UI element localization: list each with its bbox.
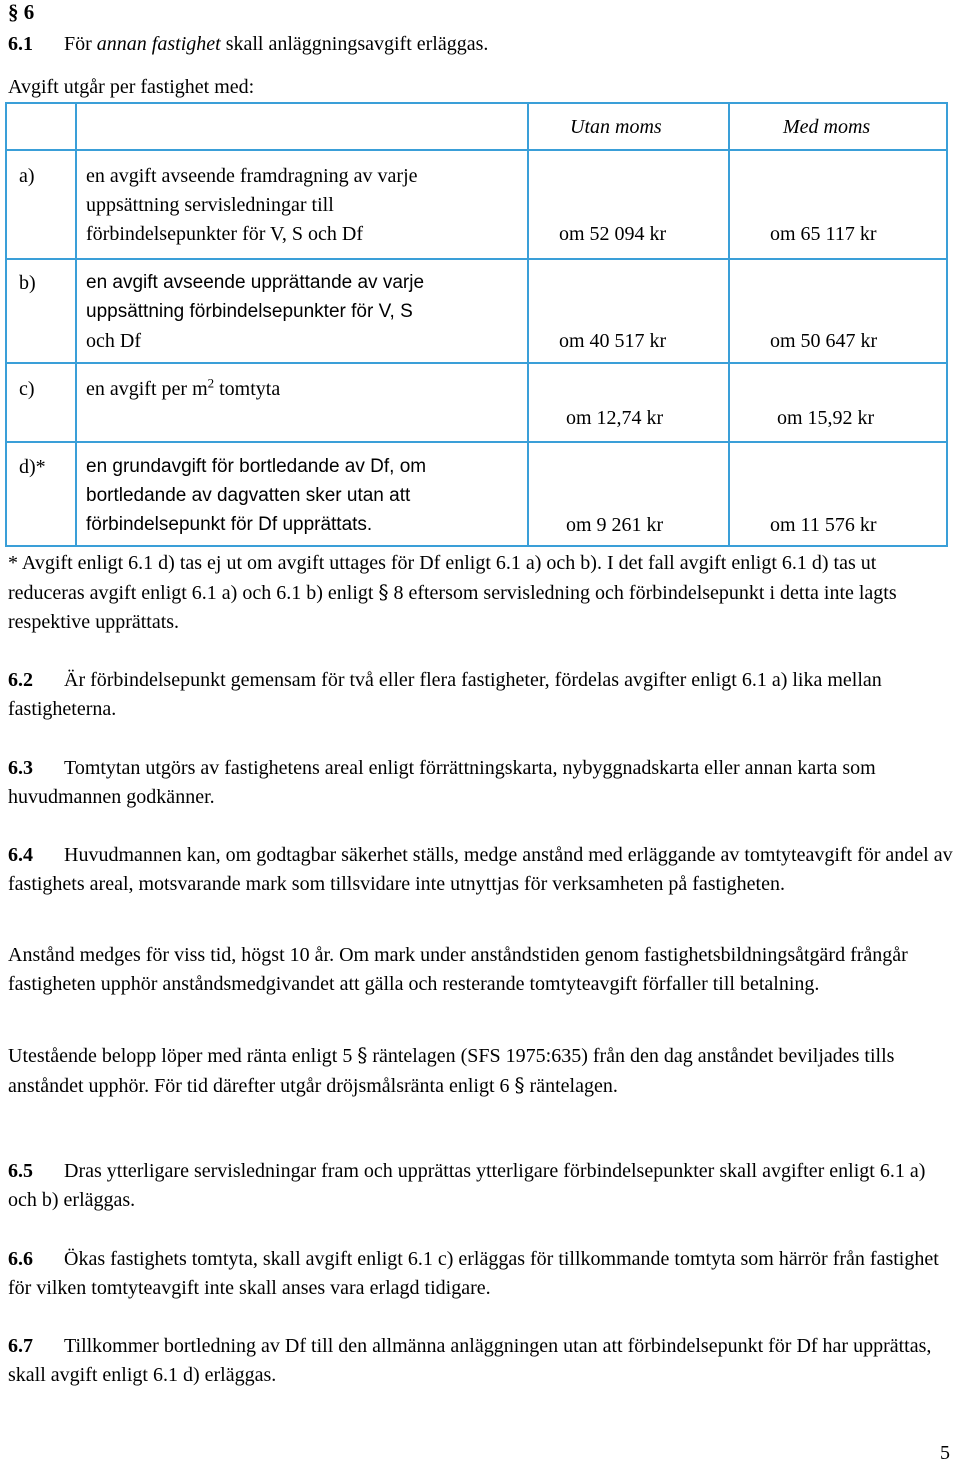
table-rule [5,149,948,151]
row-description-line: en grundavgift för bortledande av Df, om [86,456,427,477]
section-heading: § 6 [8,0,35,24]
row-description [86,375,281,400]
table-rule [946,102,948,547]
row-description-line: förbindelsepunkt för Df upprättats. [86,514,373,535]
paragraph-text: Är förbindelsepunkt gemensam för två eller flera fastigheter, fördelas avgifter enligt 6.1 a) lika mellan fastigheterna. [8,669,882,720]
section-symbol: § [514,1073,525,1097]
footnote-text: * Avgift enligt 6.1 d) tas ej ut om avgift uttages för Df enligt 6.1 a) och b). I det fall avgift enligt 6.1 d) tas ut reduceras avgift enligt 6.1 a) och 6.1 b) enligt [8,552,877,604]
row-label: b) [19,272,36,294]
paragraph-6-3 [8,754,953,812]
row-description-text: tomtyta [214,378,281,400]
paragraph-6-4-interest [8,1041,953,1101]
table-rule [5,258,948,260]
fee-inc-vat: om 15,92 kr [777,407,875,429]
paragraph-number: 6.1 [8,33,33,55]
footnote-text-end: 8 eftersom servisledning och förbindelsepunkt i detta inte lagts respektive upprättats. [8,582,897,633]
fee-inc-vat: om 50 647 kr [770,330,878,352]
paragraph-6-4 [8,841,953,899]
paragraph-number: 6.6 [8,1248,33,1270]
fee-ex-vat: om 52 094 kr [559,223,667,245]
superscript: 2 [207,375,215,391]
row-description-line: uppsättning servisledningar till [86,194,334,216]
fee-ex-vat: om 12,74 kr [566,407,664,429]
row-description-line: en avgift avseende upprättande av varje [86,272,425,293]
row-description-line: en avgift avseende framdragning av varje [86,165,418,187]
row-description-line: förbindelsepunkter för V, S och Df [86,223,363,245]
section-symbol: § [357,1043,368,1067]
row-label: c) [19,378,35,400]
table-rule [527,102,529,547]
fee-ex-vat: om 40 517 kr [559,330,667,352]
table-rule [5,441,948,443]
paragraph-number: 6.5 [8,1160,33,1182]
column-header-ex-vat: Utan moms [570,116,662,138]
paragraph-number: 6.4 [8,844,33,866]
row-description-line: bortledande av dagvatten sker utan att [86,485,411,506]
paragraph-text: Tomtytan utgörs av fastighetens areal enligt förrättningskarta, nybyggnadskarta eller annan karta som huvudmannen godkänner. [8,757,876,808]
fee-inc-vat: om 11 576 kr [770,514,877,536]
row-label: a) [19,165,35,187]
table-rule [5,102,7,547]
paragraph-text: Huvudmannen kan, om godtagbar säkerhet ställs, medge anstånd med erläggande av tomtyteavgift för andel av fastighets areal, motsvarande mark som tillsvidare inte utnyttjas för verksamheten på fastigheten. [8,844,953,895]
table-rule [5,102,948,104]
paragraph-text: Ökas fastighets tomtyta, skall avgift enligt 6.1 c) erläggas för tillkommande tomtyta som härrör från fastighet för vilken tomtyteavgift inte skall anses vara erlagd tidigare. [8,1248,939,1299]
fee-ex-vat: om 9 261 kr [566,514,664,536]
paragraph-text: Utestående belopp löper med ränta enligt 5 [8,1045,353,1067]
paragraph-number: 6.7 [8,1335,33,1357]
paragraph-6-5 [8,1157,953,1215]
row-description-text: en avgift per m [86,378,208,400]
paragraph-text: Dras ytterligare servisledningar fram och upprättas ytterligare förbindelsepunkter skall avgifter enligt 6.1 a) och b) erläggas. [8,1160,926,1211]
table-rule [5,362,948,364]
fee-intro: Avgift utgår per fastighet med: [8,76,255,98]
page-number: 5 [940,1442,950,1464]
table-rule [728,102,730,547]
column-header-inc-vat: Med moms [783,116,871,138]
paragraph-6-4-deferral: Anstånd medges för viss tid, högst 10 år. Om mark under anståndstiden genom fastighetsbildningsåtgärd frångår fastigheten upphör anståndsmedgivandet att gälla och resterande tomtyteavgift förfaller till betalning. [8,944,908,995]
section-symbol: § [378,580,389,604]
fee-inc-vat: om 65 117 kr [770,223,877,245]
table-rule [5,545,948,547]
paragraph-6-6 [8,1245,953,1303]
paragraph-text: räntelagen (SFS 1975:635) från den dag anståndet beviljades tills anståndet upphör. För tid därefter utgår dröjsmålsränta enligt 6 [8,1045,895,1097]
paragraph-number: 6.2 [8,669,33,691]
paragraph-text: räntelagen. [529,1075,618,1097]
paragraph-6-7 [8,1332,953,1390]
paragraph-6-1 [8,34,488,54]
footnote [8,549,943,637]
paragraph-6-2 [8,666,953,724]
intro-text-italic: annan fastighet [96,33,221,55]
paragraph-text: Tillkommer bortledning av Df till den allmänna anläggningen utan att förbindelsepunkt för Df har upprättas, skall avgift enligt 6.1 d) erläggas. [8,1335,932,1386]
row-description-line: uppsättning förbindelsepunkter för V, S [86,301,413,322]
table-rule [75,102,77,547]
row-label: d)* [19,456,46,478]
intro-text-pre: För [64,33,97,55]
paragraph-number: 6.3 [8,757,33,779]
row-description-line: och Df [86,330,141,352]
intro-text-post: skall anläggningsavgift erläggas. [220,33,489,55]
